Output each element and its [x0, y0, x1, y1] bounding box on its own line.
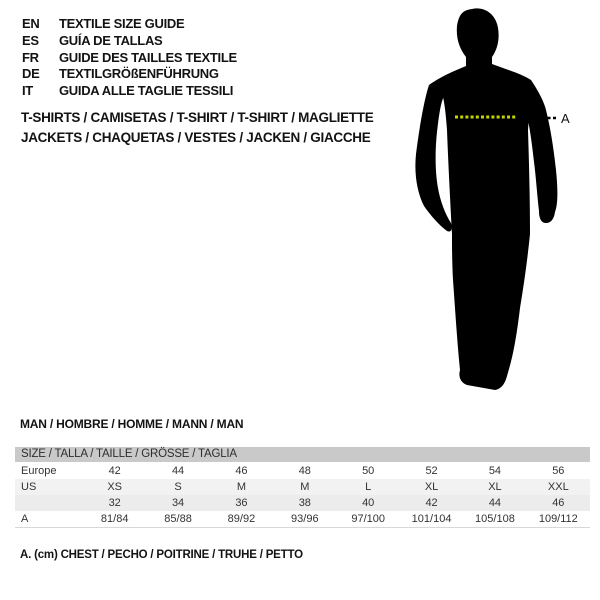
category-jackets: JACKETS / CHAQUETAS / VESTES / JACKEN / GIACCHE	[21, 129, 371, 145]
section-title-man: MAN / HOMBRE / HOMME / MANN / MAN	[20, 417, 244, 431]
table-row-us	[15, 479, 590, 495]
size-cell: 81/84	[83, 511, 146, 528]
table-row-chest-a	[15, 511, 590, 528]
size-cell: 32	[108, 497, 121, 509]
size-cell: 44	[488, 497, 502, 509]
language-row-it	[22, 83, 237, 100]
size-cell: 89/92	[210, 511, 273, 528]
language-label: GUIDE DES TAILLES TEXTILE	[59, 49, 237, 65]
garment-categories	[21, 108, 373, 147]
language-label: GUIDA ALLE TAGLIE TESSILI	[59, 83, 234, 99]
row-label-a: A	[15, 511, 83, 528]
language-label: TEXTILGRÖßENFÜHRUNG	[59, 66, 219, 82]
size-cell: 46	[235, 465, 248, 477]
size-cell: 34	[171, 497, 185, 509]
size-cell: 54	[488, 465, 502, 477]
size-cell: 40	[362, 497, 375, 509]
size-cell: L	[365, 481, 372, 493]
size-cell: M	[300, 481, 310, 493]
size-cell: XL	[488, 481, 502, 493]
size-cell: 93/96	[273, 511, 336, 528]
size-cell: 56	[552, 465, 565, 477]
size-figure	[410, 2, 575, 392]
language-code: ES	[22, 32, 39, 48]
measurement-footnote: A. (cm) CHEST / PECHO / POITRINE / TRUHE / PETTO	[20, 549, 303, 561]
size-cell: 46	[552, 497, 565, 509]
size-cell: S	[174, 481, 182, 493]
table-row-numeric	[15, 495, 590, 511]
man-silhouette	[429, 8, 531, 390]
language-list	[22, 16, 237, 100]
size-table	[15, 447, 590, 528]
size-table-header: SIZE / TALLA / TAILLE / GRÖSSE / TAGLIA	[15, 447, 590, 462]
language-label: TEXTILE SIZE GUIDE	[59, 16, 185, 31]
size-cell: 44	[171, 465, 185, 477]
size-cell: 42	[425, 497, 438, 509]
size-cell: XXL	[547, 481, 569, 493]
language-code: FR	[22, 49, 39, 65]
size-cell: 109/112	[527, 511, 590, 528]
language-label: GUÍA DE TALLAS	[59, 32, 163, 48]
size-cell: XL	[424, 481, 439, 493]
measurement-label-a: A	[561, 111, 570, 126]
language-code: IT	[22, 83, 33, 99]
table-row-europe	[15, 463, 590, 479]
size-cell: 52	[425, 465, 438, 477]
size-cell: 85/88	[146, 511, 209, 528]
size-cell: 101/104	[400, 511, 463, 528]
size-cell: 50	[362, 465, 375, 477]
size-cell: 48	[298, 465, 311, 477]
man-right-arm	[528, 80, 557, 223]
language-row-fr	[22, 50, 237, 67]
language-code: EN	[22, 16, 40, 31]
size-cell: XS	[107, 481, 123, 493]
category-tshirts: T-SHIRTS / CAMISETAS / T-SHIRT / T-SHIRT / MAGLIETTE	[21, 110, 374, 125]
row-label-us: US	[21, 481, 37, 493]
size-cell: M	[236, 481, 247, 493]
size-cell: 97/100	[337, 511, 400, 528]
row-label-europe: Europe	[21, 465, 57, 477]
language-row-de	[22, 66, 237, 83]
row-label-blank	[15, 495, 83, 511]
size-cell: 105/108	[463, 511, 526, 528]
size-cell: 42	[108, 465, 121, 477]
language-code: DE	[22, 66, 40, 82]
size-cell: 38	[298, 497, 311, 509]
size-cell: 36	[235, 497, 248, 509]
language-row-en	[22, 16, 237, 33]
language-row-es	[22, 33, 237, 50]
